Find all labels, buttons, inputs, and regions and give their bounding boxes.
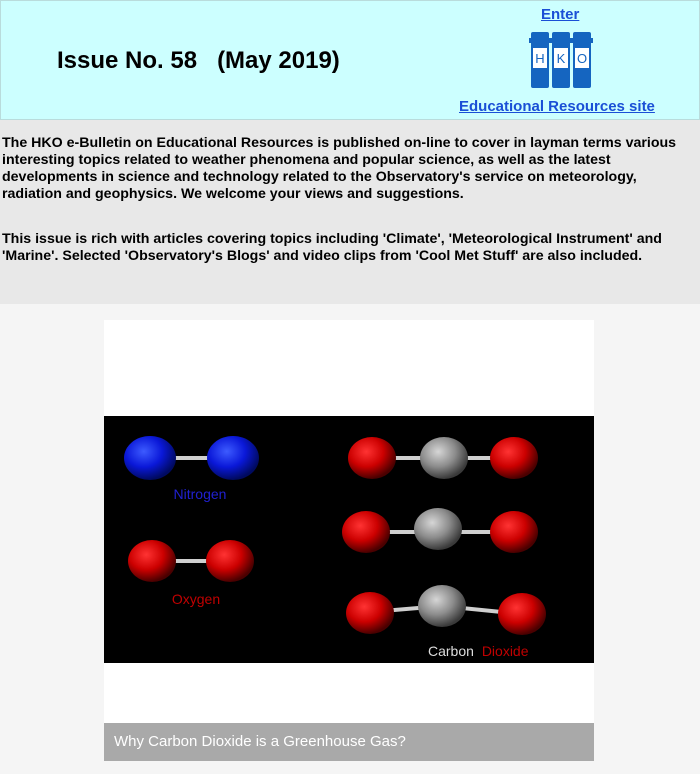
greenhouse-gas-molecules-image[interactable]: [104, 416, 594, 663]
issue-title: Issue No. 58 (May 2019): [57, 47, 340, 74]
intro-paragraph-2: This issue is rich with articles covering topics including 'Climate', 'Meteorological Instrument' and 'Marine'. Selected 'Observatory's Blogs' and video clips from 'Cool Met Stuff' are also included.: [2, 231, 662, 264]
educational-resources-link[interactable]: Educational Resources site: [459, 98, 655, 115]
carbon-dioxide-molecule-icon: [348, 437, 538, 479]
intro-section: [0, 120, 700, 304]
enter-link[interactable]: Enter: [541, 6, 580, 23]
oxygen-molecule-icon: [128, 540, 254, 582]
feature-caption-bar[interactable]: [104, 723, 594, 761]
header-banner: [0, 0, 700, 120]
carbon-dioxide-molecule-icon: [342, 508, 538, 553]
hko-logo-icon[interactable]: [529, 28, 593, 90]
carbon-dioxide-label: [428, 643, 529, 659]
logo-letter-h: H: [535, 51, 545, 66]
nitrogen-label: Nitrogen: [173, 486, 227, 502]
oxygen-label: Oxygen: [171, 591, 221, 607]
carbon-dioxide-molecule-icon: [346, 585, 546, 635]
feature-caption: Why Carbon Dioxide is a Greenhouse Gas?: [114, 733, 406, 750]
carbon-label: Carbon: [428, 643, 474, 659]
logo-letter-o: O: [576, 51, 588, 66]
logo-letter-k: K: [556, 51, 566, 66]
nitrogen-molecule-icon: [124, 436, 259, 480]
dioxide-label: Dioxide: [481, 643, 529, 659]
intro-paragraph-1: The HKO e-Bulletin on Educational Resources is published on-line to cover in layman terms various interesting topics related to weather phenomena and popular science, as well as the latest developments in science and technology related to the Observatory's service on meteorology, radiation and geophysics. We welcome your views and suggestions.: [2, 135, 677, 202]
